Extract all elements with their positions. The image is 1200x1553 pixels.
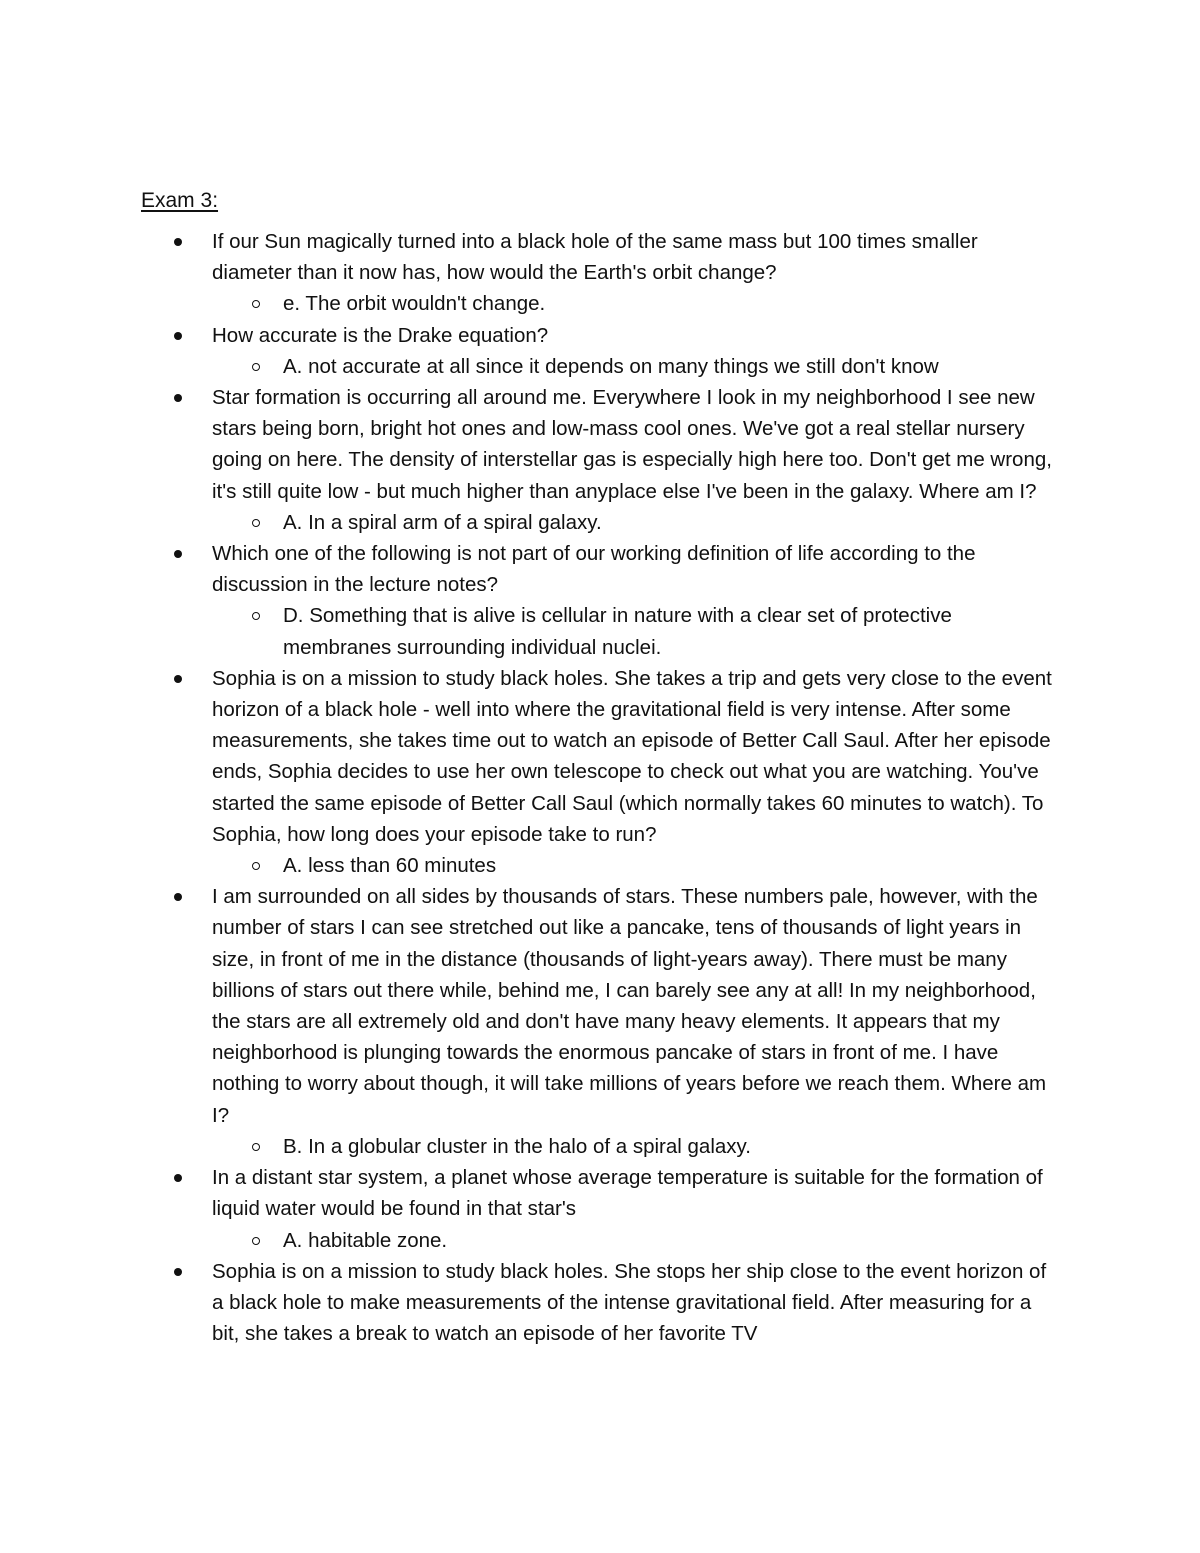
hollow-bullet-icon [252,862,260,870]
answer-item [212,351,1062,382]
answer-item [212,288,1062,319]
hollow-bullet-icon [252,612,260,620]
question-text: If our Sun magically turned into a black hole of the same mass but 100 times smaller diameter than it now has, how would the Earth's orbit change? [212,230,978,285]
list-item [212,1256,1062,1350]
hollow-bullet-icon [252,363,260,371]
hollow-bullet-icon [252,1237,260,1245]
document-title: Exam 3: [141,189,219,212]
question-text: How accurate is the Drake equation? [212,323,549,347]
question-text: Which one of the following is not part of our working definition of life according to the discussion in the lecture notes? [212,542,976,597]
list-item [212,538,1062,663]
question-text: Sophia is on a mission to study black holes. She stops her ship close to the event horizon of a black hole to make measurements of the intense gravitational field. After measuring for a bit, she takes a break to watch an episode of her favorite TV [212,1259,1047,1346]
answer-text: A. not accurate at all since it depends on many things we still don't know [283,354,939,378]
list-item [212,382,1062,538]
hollow-bullet-icon [252,300,260,308]
answer-text: B. In a globular cluster in the halo of a spiral galaxy. [283,1134,751,1158]
question-text: In a distant star system, a planet whose average temperature is suitable for the formation of liquid water would be found in that star's [212,1166,1043,1221]
answer-item [212,1225,1062,1256]
bullet-icon [174,238,182,246]
bullet-icon [174,1174,182,1182]
answer-item [212,850,1062,881]
question-text: Star formation is occurring all around me. Everywhere I look in my neighborhood I see new stars being born, bright hot ones and low-mass cool ones. We've got a real stellar nursery going on here. The density of interstellar gas is especially high here too. Don't get me wrong, it's still quite low - but much higher than anyplace else I've been in the galaxy. Where am I? [212,386,1052,503]
question-text: Sophia is on a mission to study black holes. She takes a trip and gets very close to the event horizon of a black hole - well into where the gravitational field is very intense. After some measurements, she takes time out to watch an episode of Better Call Saul. After her episode ends, Sophia decides to use her own telescope to check out what you are watching. You've started the same episode of Better Call Saul (which normally takes 60 minutes to watch). To Sophia, how long does your episode take to run? [212,666,1052,846]
answer-item [212,600,1062,662]
answer-item [212,507,1062,538]
hollow-bullet-icon [252,1143,260,1151]
question-list [212,226,1062,1349]
list-item [212,226,1062,320]
question-text: I am surrounded on all sides by thousands of stars. These numbers pale, however, with the number of stars I can see stretched out like a pancake, tens of thousands of light years in size, in front of me in the distance (thousands of light-years away). There must be many billions of stars out there while, behind me, I can barely see any at all! In my neighborhood, the stars are all extremely old and don't have many heavy elements. It appears that my neighborhood is plunging towards the enormous pancake of stars in front of me. I have nothing to worry about though, it will take millions of years before we reach them. Where am I? [212,885,1047,1127]
hollow-bullet-icon [252,519,260,527]
answer-item [212,1131,1062,1162]
answer-text: A. less than 60 minutes [283,854,497,878]
bullet-icon [174,675,182,683]
answer-text: e. The orbit wouldn't change. [283,292,546,316]
answer-text: A. In a spiral arm of a spiral galaxy. [283,510,602,534]
list-item [212,320,1062,382]
bullet-icon [174,1268,182,1276]
list-item [212,1162,1062,1256]
answer-text: A. habitable zone. [283,1228,448,1252]
answer-text: D. Something that is alive is cellular in nature with a clear set of protective membranes surrounding individual nuclei. [283,604,952,659]
bullet-icon [174,550,182,558]
bullet-icon [174,893,182,901]
bullet-icon [174,394,182,402]
list-item [212,881,1062,1162]
bullet-icon [174,332,182,340]
list-item [212,663,1062,881]
